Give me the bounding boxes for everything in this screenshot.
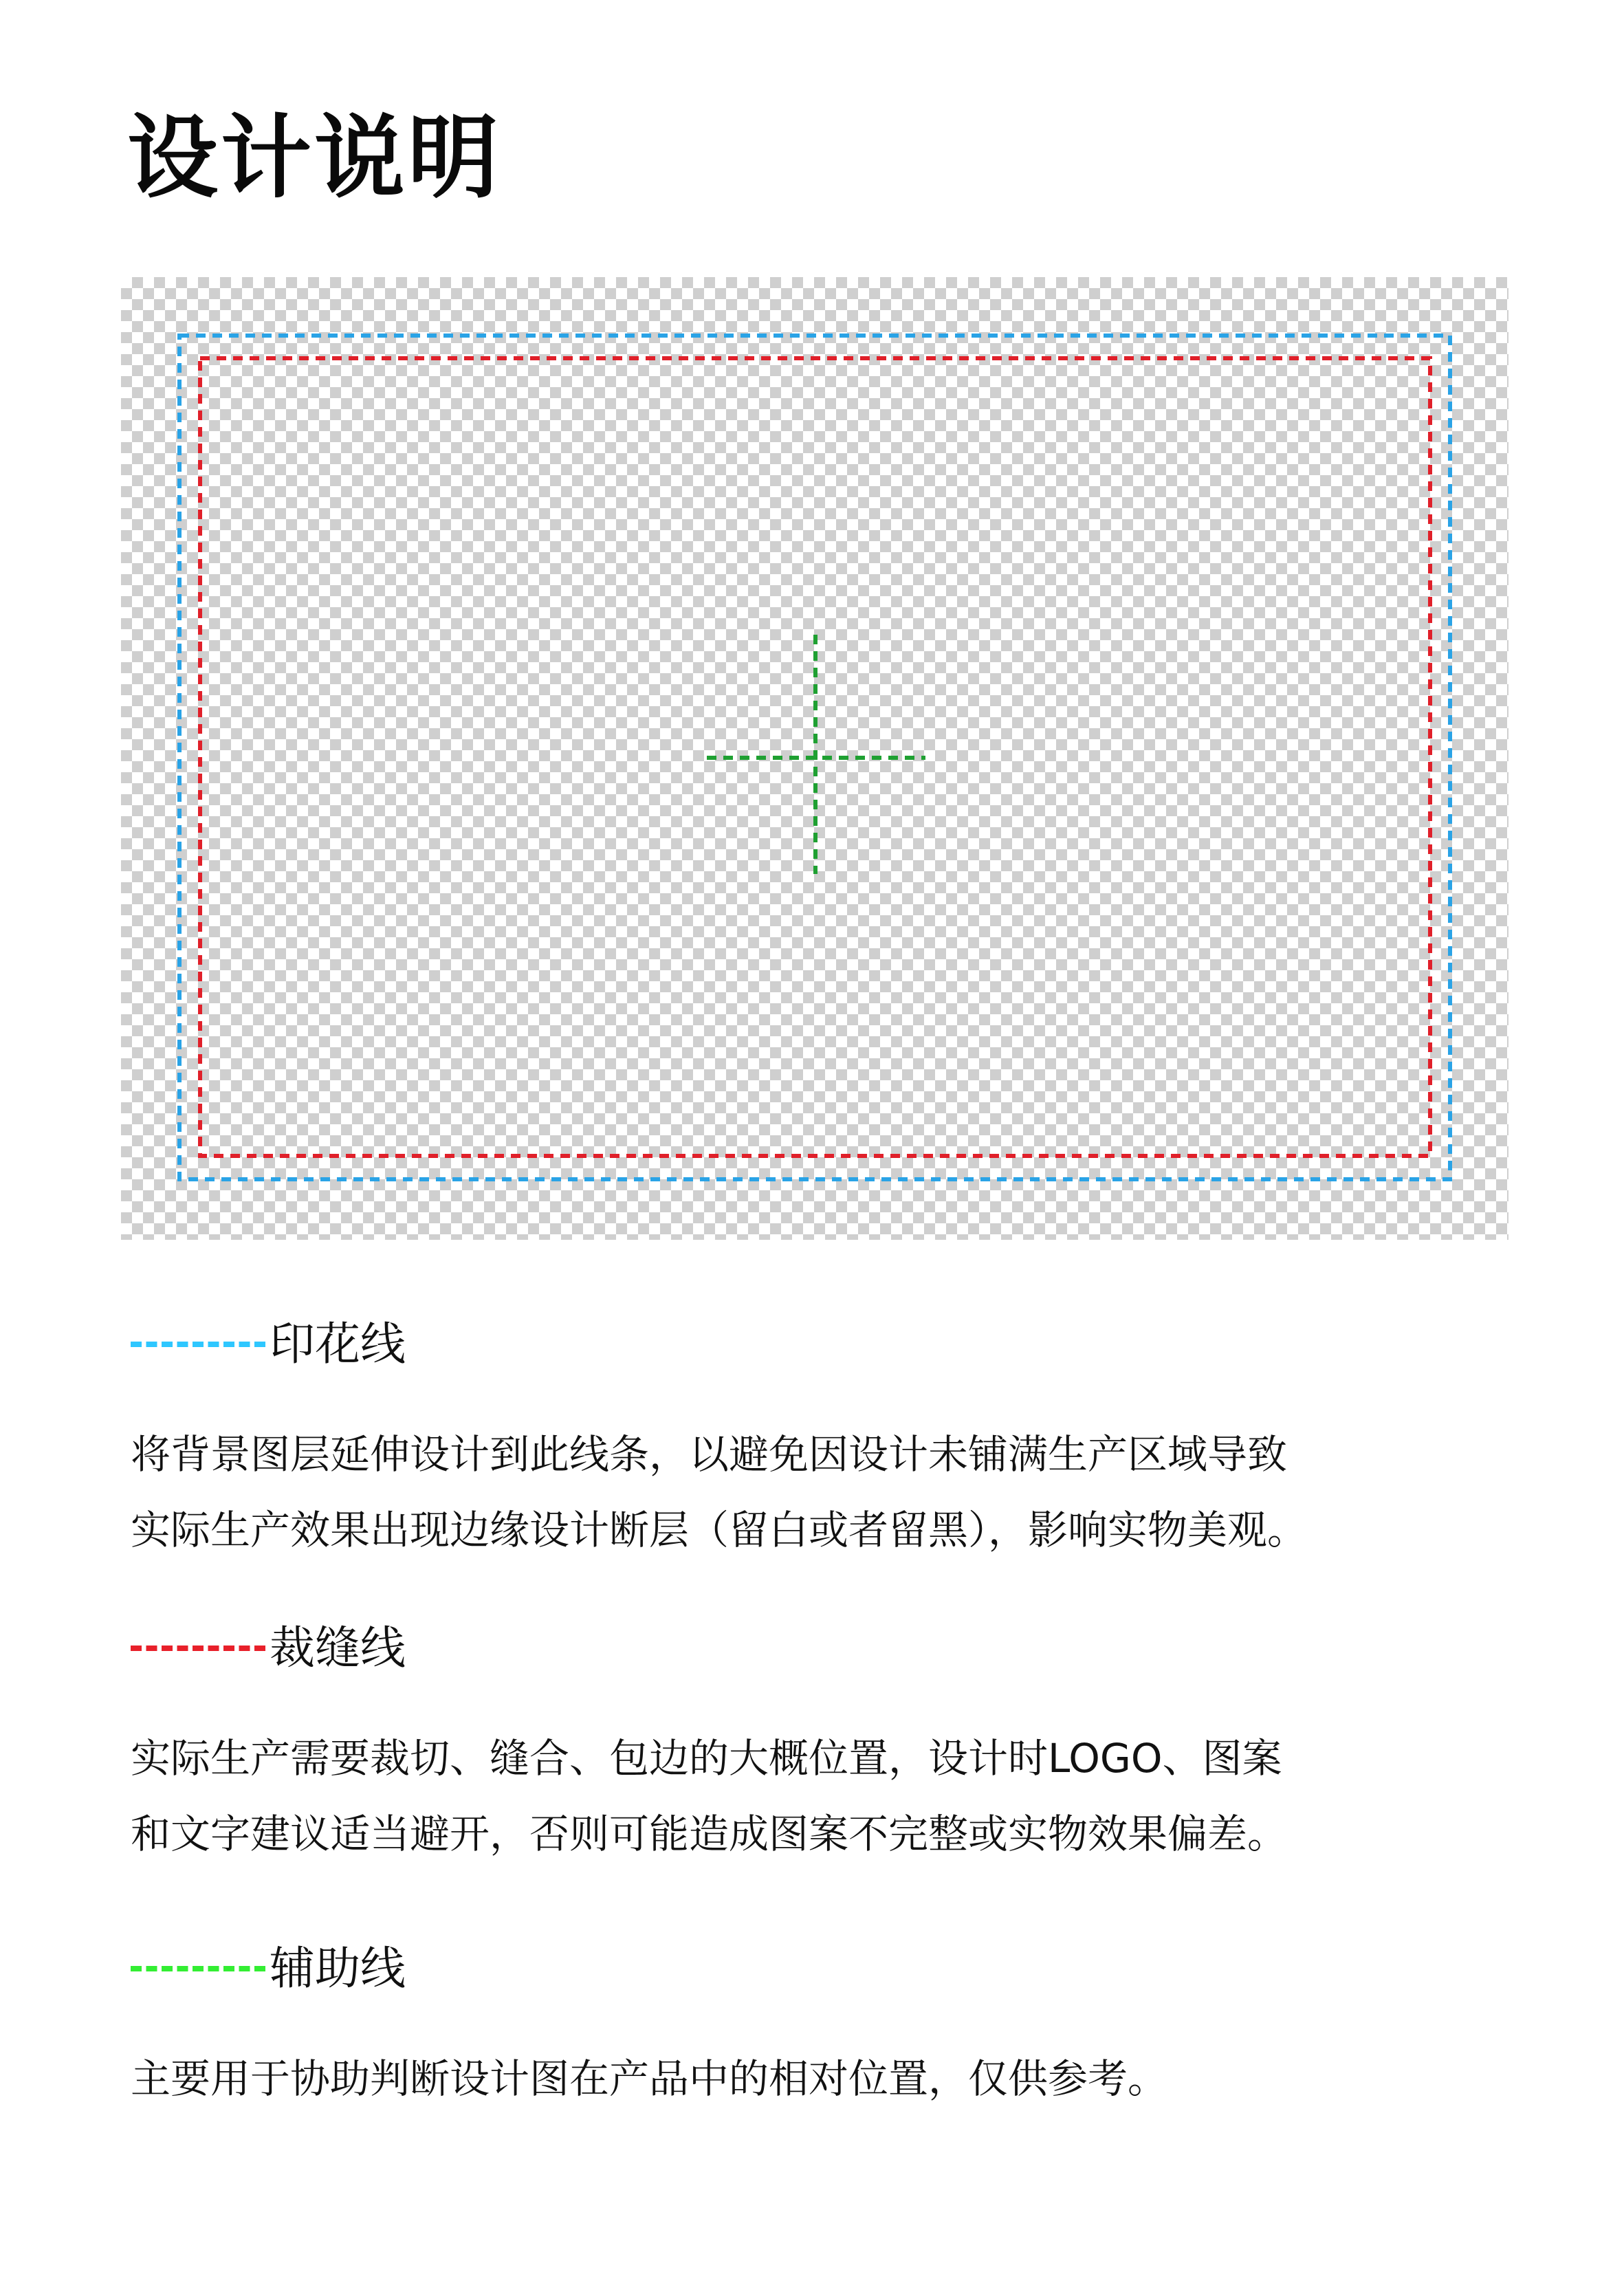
legend-print-line-description: 将背景图层延伸设计到此线条，以避免因设计未铺满生产区域导致 实际生产效果出现边缘设计断层（留白或者留黑），影响实物美观。 <box>131 1431 1308 1553</box>
canvas-guides <box>121 277 1508 1240</box>
guide-line-swatch <box>131 1966 265 1971</box>
legend-cut-line-description: 实际生产需要裁切、缝合、包边的大概位置，设计时LOGO、图案 和文字建议适当避开，否则可能造成图案不完整或实物效果偏差。 <box>131 1735 1288 1857</box>
page-title: 设计说明 <box>127 105 501 211</box>
legend-print-line <box>131 1313 1506 1568</box>
legend-guide-line-header <box>131 1938 1506 2000</box>
legend-guide-line-description: 主要用于协助判断设计图在产品中的相对位置，仅供参考。 <box>131 2055 1168 2102</box>
design-canvas <box>121 277 1508 1240</box>
legend-print-line-label: 印花线 <box>270 1318 406 1370</box>
cut-line-swatch <box>131 1646 265 1651</box>
legend-cut-line <box>131 1617 1506 1872</box>
legend-cut-line-header <box>131 1617 1506 1679</box>
legend-cut-line-label: 裁缝线 <box>270 1621 406 1674</box>
legend-guide-line-label: 辅助线 <box>270 1942 406 1995</box>
legend-print-line-header <box>131 1313 1506 1375</box>
legend-guide-line <box>131 1938 1506 2117</box>
print-line-swatch <box>131 1342 265 1347</box>
